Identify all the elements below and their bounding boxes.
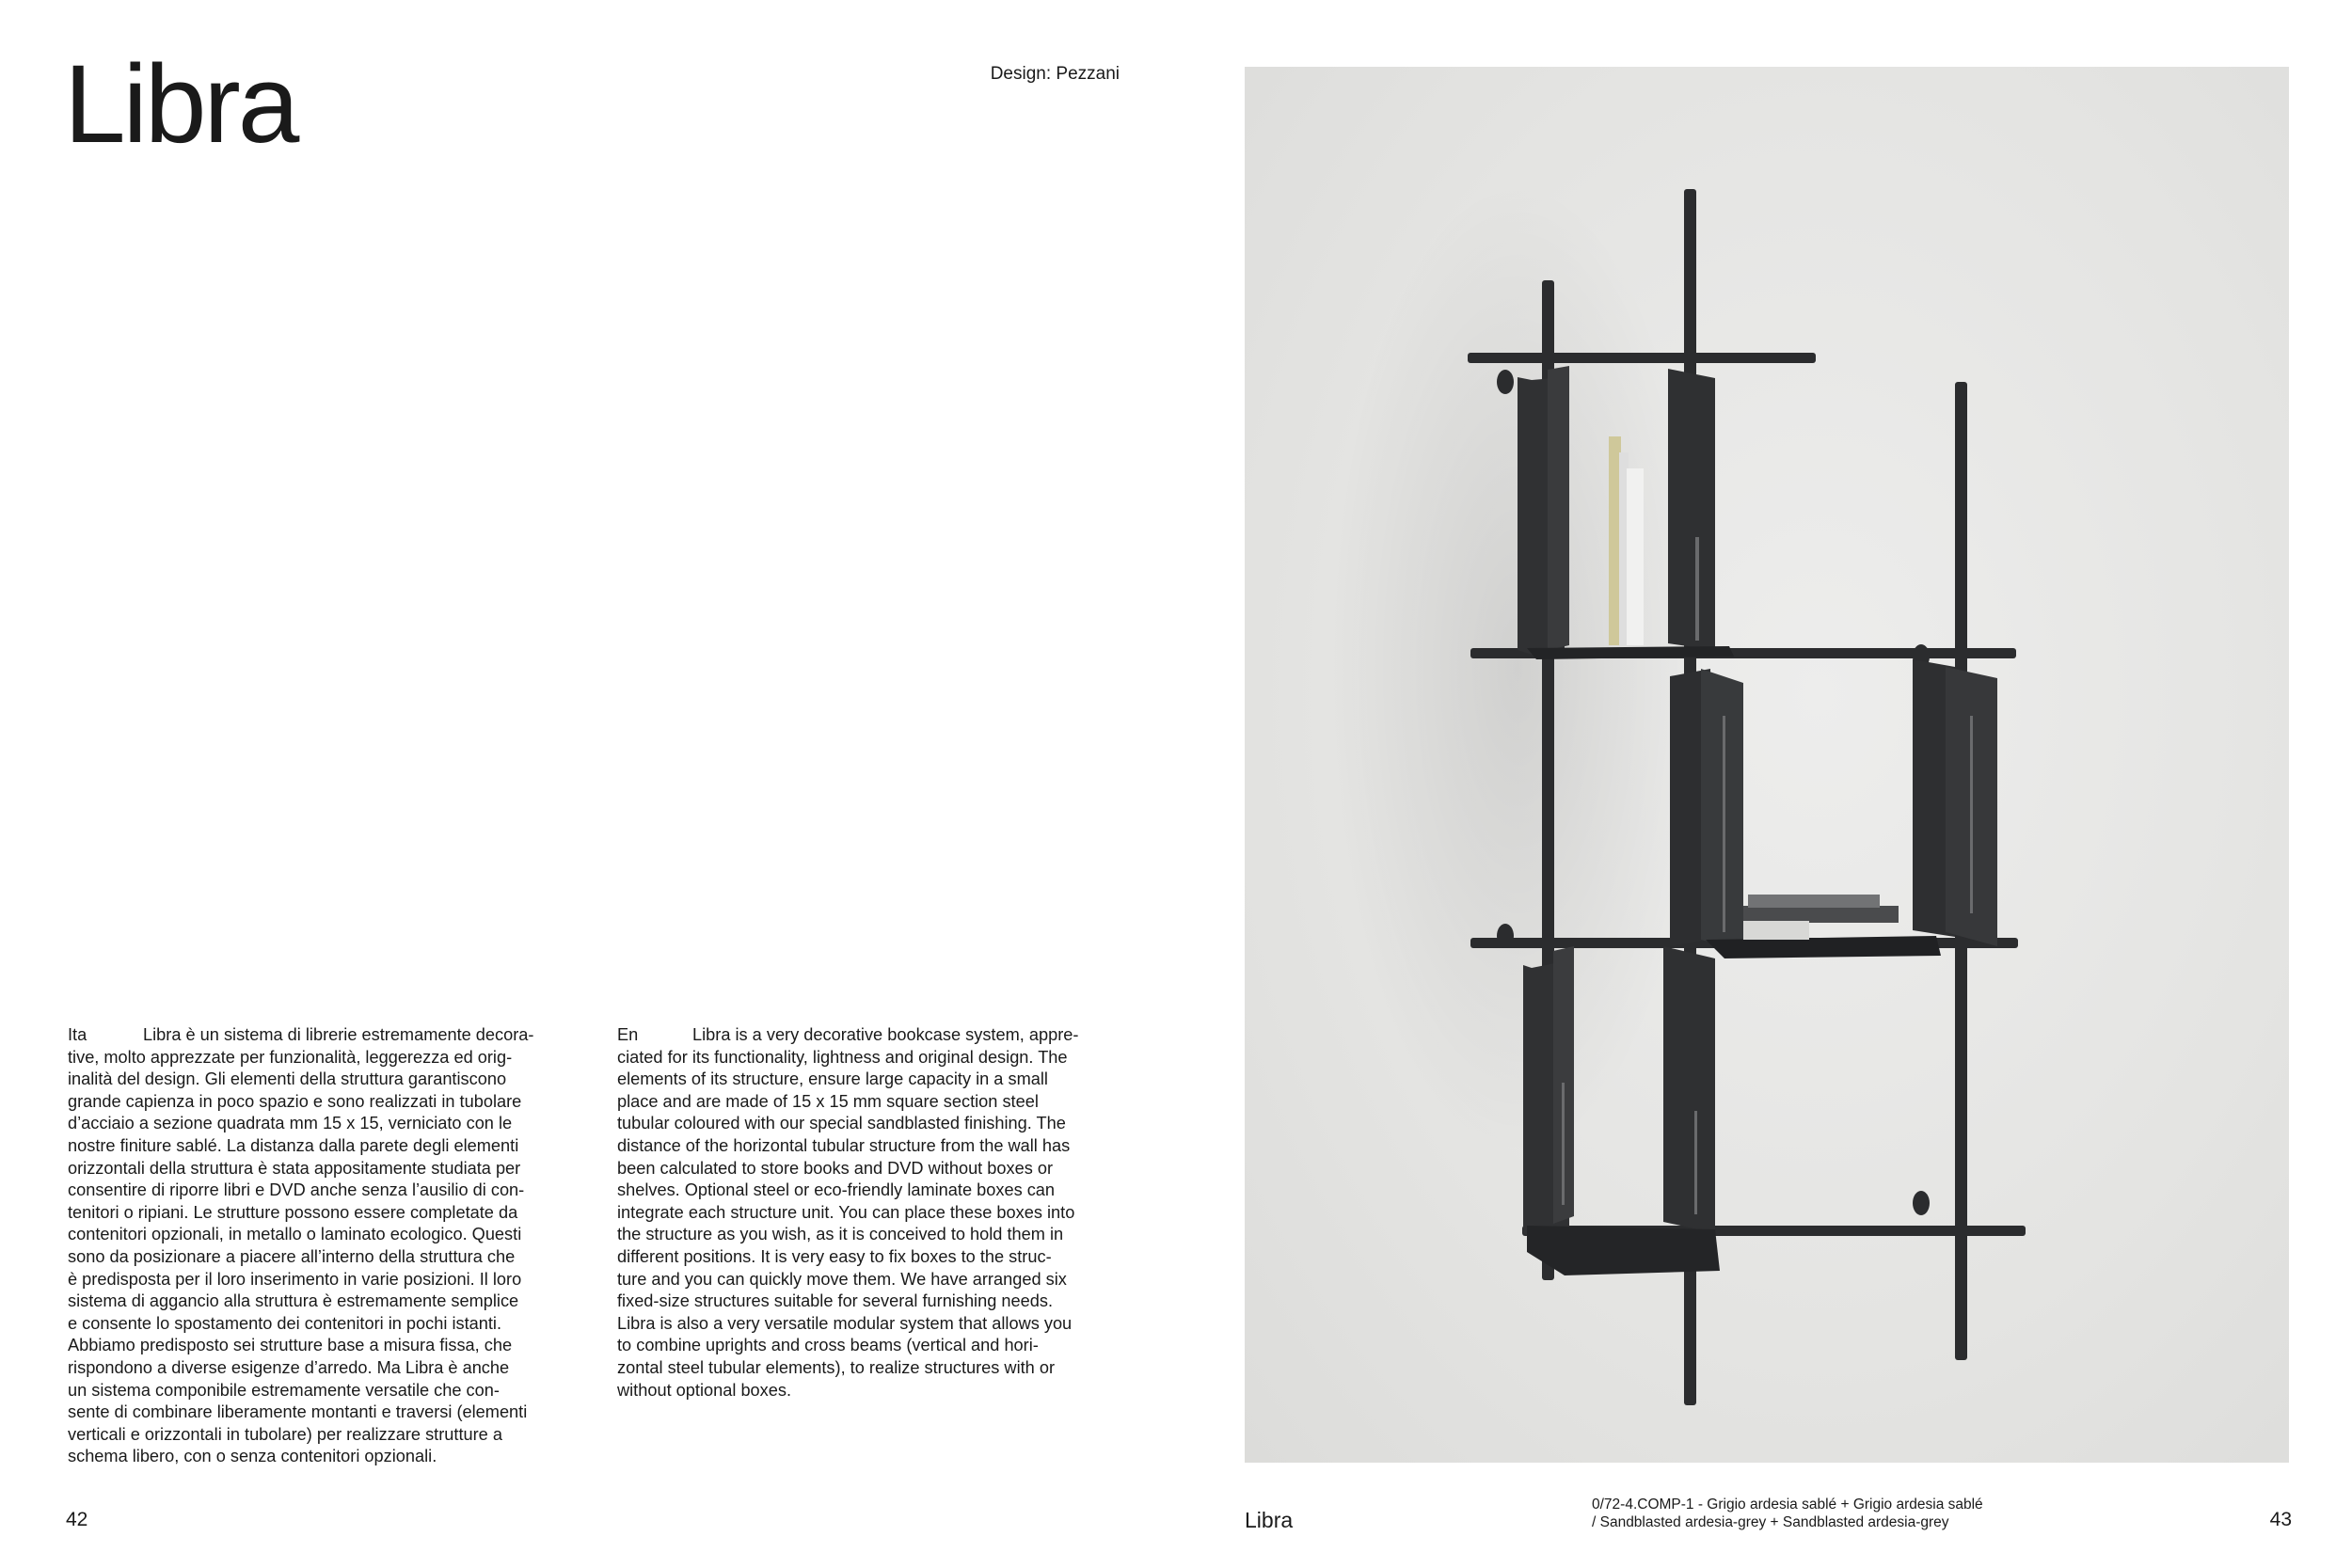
text-line: sistema di aggancio alla struttura è estremamente semplice [68, 1291, 519, 1311]
product-title: Libra [64, 42, 297, 166]
text-line: elements of its structure, ensure large capacity in a small [617, 1069, 1048, 1089]
book [1748, 895, 1880, 908]
wall-shadow [1329, 180, 1706, 1158]
text-line: inalità del design. Gli elementi della struttura garantiscono [68, 1069, 507, 1089]
text-line: the structure as you wish, as it is conceived to hold them in [617, 1225, 1064, 1244]
text-line: contenitori opzionali, in metallo o laminato ecologico. Questi [68, 1225, 522, 1244]
text-line: verticali e orizzontali in tubolare) per realizzare strutture a [68, 1424, 502, 1444]
photo-caption [1592, 1496, 2081, 1531]
text-line: schema libero, con o senza contenitori opzionali. [68, 1447, 437, 1466]
wall-fixing [1497, 924, 1514, 948]
footer-product-name: Libra [1245, 1508, 1294, 1532]
text-line: to combine uprights and cross beams (vertical and hori- [617, 1336, 1039, 1355]
description-english [617, 1024, 1116, 1402]
text-line: Abbiamo predisposto sei strutture base a misura fissa, che [68, 1336, 513, 1355]
book [1627, 468, 1644, 645]
description-italian [68, 1024, 566, 1468]
text-line: Libra is also a very versatile modular system that allows you [617, 1313, 1073, 1333]
text-line: ture and you can quickly move them. We have arranged six [617, 1269, 1067, 1289]
text-line: ciated for its functionality, lightness and original design. The [617, 1047, 1068, 1067]
text-line: rispondono a diverse esigenze d’arredo. Ma Libra è anche [68, 1357, 510, 1377]
text-line: sente di combinare liberamente montanti e traversi (elementi [68, 1402, 528, 1422]
book [1743, 906, 1899, 923]
bookcase-illustration [1245, 67, 2289, 1463]
text-line: Ita Libra è un sistema di librerie estremamente decora- [68, 1024, 566, 1047]
page-number-left: 42 [66, 1509, 88, 1530]
text-line: tenitori o ripiani. Le strutture possono essere completate da [68, 1202, 518, 1222]
text-line: d’acciaio a sezione quadrata mm 15 x 15, verniciato con le [68, 1114, 513, 1133]
text-line: nostre finiture sablé. La distanza dalla parete degli elementi [68, 1135, 519, 1155]
product-photo [1245, 67, 2289, 1463]
text-line: been calculated to store books and DVD without boxes or [617, 1158, 1054, 1178]
text-line: tive, molto apprezzate per funzionalità, leggerezza ed orig- [68, 1047, 513, 1067]
language-label: En [617, 1025, 639, 1044]
text-line: orizzontali della struttura è stata appositamente studiata per [68, 1158, 521, 1178]
text-line: zontal steel tubular elements), to realize structures with or [617, 1357, 1055, 1377]
text-line: un sistema componibile estremamente versatile che con- [68, 1380, 500, 1400]
wall-fixing [1913, 1191, 1930, 1215]
text-line: e consente lo spostamento dei contenitori in pochi istanti. [68, 1313, 502, 1333]
book [1743, 921, 1809, 940]
caption-line: / Sandblasted ardesia-grey + Sandblasted ardesia-grey [1592, 1514, 1949, 1530]
text-line: integrate each structure unit. You can place these boxes into [617, 1202, 1075, 1222]
caption-line: 0/72-4.COMP-1 - Grigio ardesia sablé + Grigio ardesia sablé [1592, 1497, 1983, 1513]
wall-fixing [1497, 370, 1514, 394]
text-line: distance of the horizontal tubular structure from the wall has [617, 1135, 1071, 1155]
text-line: tubular coloured with our special sandblasted finishing. The [617, 1114, 1066, 1133]
text-line: without optional boxes. [617, 1380, 792, 1400]
text-line: En Libra is a very decorative bookcase system, appre- [617, 1024, 1116, 1047]
text-line: different positions. It is very easy to fix boxes to the struc- [617, 1246, 1052, 1266]
text-line: grande capienza in poco spazio e sono realizzati in tubolare [68, 1091, 522, 1111]
text-line: sono da posizionare a piacere all’interno della struttura che [68, 1246, 516, 1266]
text-line: shelves. Optional steel or eco-friendly laminate boxes can [617, 1180, 1056, 1200]
text-line: place and are made of 15 x 15 mm square section steel [617, 1091, 1039, 1111]
text-line: consentire di riporre libri e DVD anche senza l’ausilio di con- [68, 1180, 525, 1200]
box-right [1913, 659, 1997, 946]
text-line: fixed-size structures suitable for several furnishing needs. [617, 1291, 1053, 1311]
page-number-right: 43 [2269, 1509, 2292, 1530]
language-label: Ita [68, 1025, 87, 1044]
text-line: è predisposta per il loro inserimento in varie posizioni. Il loro [68, 1269, 522, 1289]
designer-credit: Design: Pezzani [990, 64, 1120, 84]
box-middle-center [1670, 669, 1941, 958]
beam-top [1468, 353, 1816, 363]
